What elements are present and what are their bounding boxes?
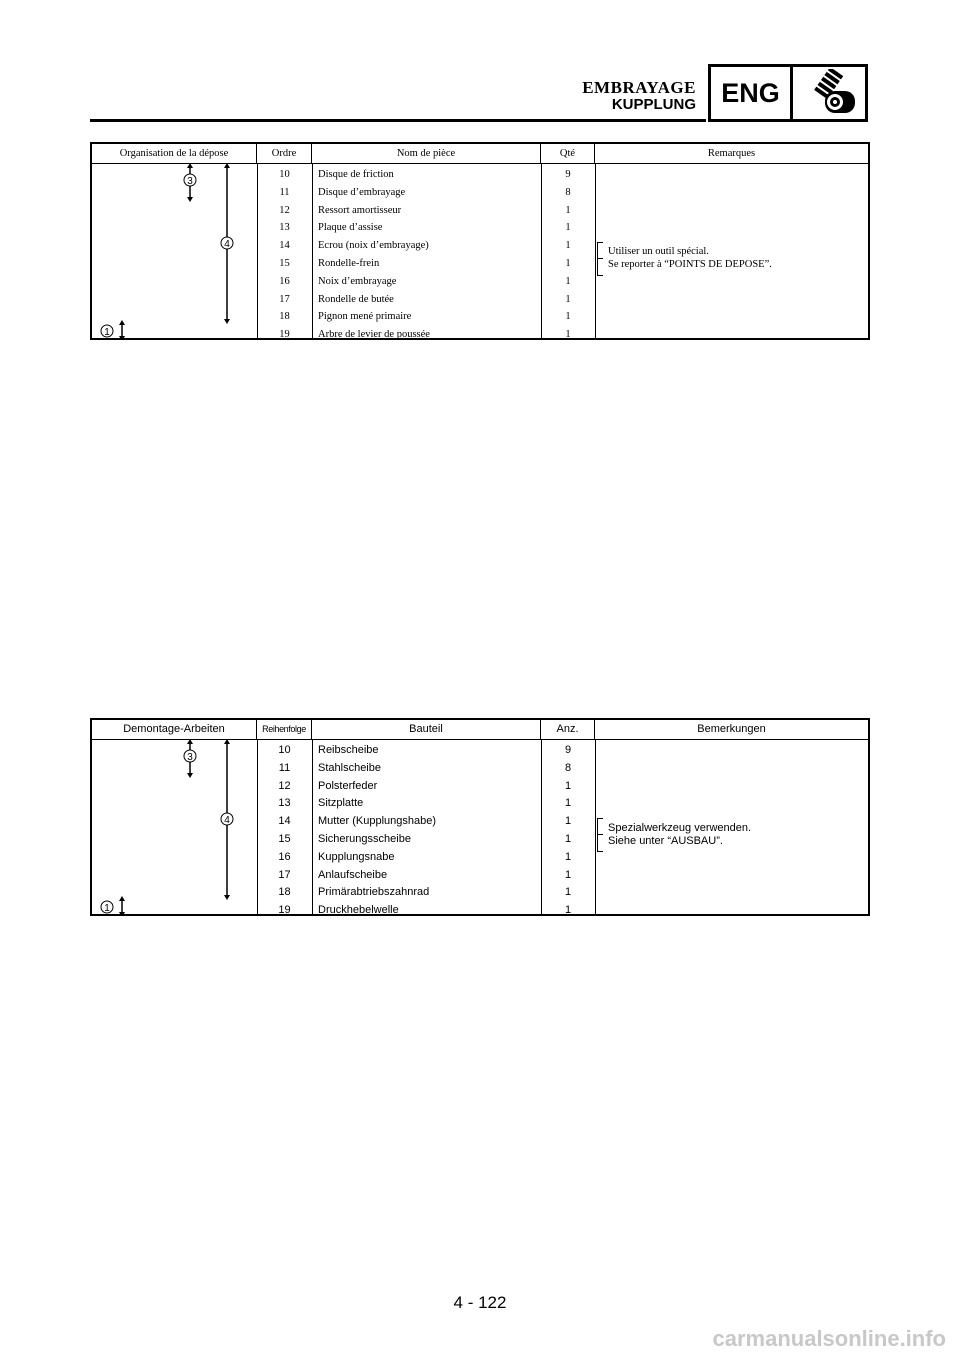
col-header-order: Reihenfolge — [257, 720, 312, 739]
table-row — [92, 813, 868, 831]
parts-table-de — [90, 718, 870, 916]
qty-cell: 1 — [564, 868, 572, 881]
qty-cell: 1 — [565, 329, 571, 341]
table-row — [92, 831, 868, 849]
order-cell: 10 — [279, 169, 290, 180]
eng-section-badge — [708, 64, 868, 122]
remark-text — [608, 822, 751, 848]
order-cell: 17 — [279, 293, 290, 305]
part-name-cell: Rondelle-frein — [318, 257, 380, 269]
order-cell: 15 — [279, 257, 290, 269]
qty-cell: 9 — [565, 169, 571, 180]
order-cell: 19 — [279, 329, 290, 341]
col-header-qty: Anz. — [541, 720, 595, 739]
header-rule — [90, 119, 706, 122]
qty-cell: 1 — [564, 815, 572, 828]
col-header-remarks: Bemerkungen — [697, 723, 766, 735]
qty-cell: 1 — [564, 832, 572, 845]
section-title-fr: EMBRAYAGE — [582, 78, 696, 97]
step-marker-3: 3 — [187, 176, 193, 187]
table-row — [92, 760, 868, 778]
order-cell: 11 — [278, 761, 291, 774]
table-row — [92, 166, 868, 184]
part-name-cell: Plaque d’assise — [318, 222, 383, 234]
order-cell: 15 — [278, 832, 291, 845]
remark-bracket-tick — [597, 258, 603, 259]
qty-cell: 1 — [564, 850, 572, 863]
part-name-cell: Disque de friction — [318, 169, 394, 180]
remark-bracket-tick — [597, 834, 603, 835]
order-cell: 12 — [278, 779, 291, 792]
table-row — [92, 742, 868, 760]
part-name-cell: Sitzplatte — [318, 797, 364, 810]
part-name-cell: Polsterfeder — [318, 779, 378, 792]
table-header — [92, 144, 868, 164]
qty-cell: 1 — [565, 240, 571, 252]
order-cell: 16 — [278, 850, 291, 863]
table-row — [92, 884, 868, 902]
table-row — [92, 219, 868, 237]
remark-bracket — [597, 242, 603, 276]
col-header-organisation: Organisation de la dépose — [92, 144, 257, 163]
qty-cell: 1 — [565, 257, 571, 269]
col-header-remarks: Remarques — [707, 148, 756, 159]
part-name-cell: Druckhebelwelle — [318, 904, 399, 917]
parts-table-fr — [90, 142, 870, 340]
order-cell: 12 — [279, 204, 290, 216]
eng-label: ENG — [711, 67, 793, 119]
part-name-cell: Disque d’embrayage — [318, 186, 406, 198]
remark-line-2: Se reporter à “POINTS DE DEPOSE”. — [608, 259, 772, 270]
table-row — [92, 849, 868, 867]
part-name-cell: Rondelle de butée — [318, 293, 394, 305]
qty-cell: 1 — [565, 275, 571, 287]
table-row — [92, 273, 868, 291]
table-row — [92, 778, 868, 796]
qty-cell: 1 — [564, 779, 572, 792]
remark-line-1: Spezialwerkzeug verwenden. — [608, 822, 752, 834]
qty-cell: 1 — [565, 222, 571, 234]
order-cell: 10 — [278, 744, 291, 756]
part-name-cell: Ressort amortisseur — [318, 204, 402, 216]
part-name-cell: Kupplungsnabe — [318, 850, 395, 863]
order-cell: 13 — [279, 222, 290, 234]
col-header-qty: Qté — [541, 144, 595, 163]
part-name-cell: Pignon mené primaire — [318, 311, 412, 323]
part-name-cell: Primärabtriebszahnrad — [318, 886, 430, 899]
part-name-cell: Stahlscheibe — [318, 761, 381, 774]
step-marker-1: 1 — [104, 903, 110, 914]
order-cell: 16 — [279, 275, 290, 287]
watermark: carmanualsonline.info — [712, 1326, 946, 1351]
remark-bracket — [597, 818, 603, 852]
part-name-cell: Arbre de levier de poussée — [318, 329, 430, 341]
part-name-cell: Noix d’embrayage — [318, 275, 397, 287]
part-name-cell: Mutter (Kupplungshabe) — [318, 815, 437, 828]
page-header — [0, 0, 960, 130]
order-cell: 18 — [279, 311, 290, 323]
part-name-cell: Anlaufscheibe — [318, 868, 388, 881]
part-name-cell: Sicherungsscheibe — [318, 832, 411, 845]
qty-cell: 1 — [565, 293, 571, 305]
qty-cell: 8 — [565, 186, 571, 198]
col-header-order: Ordre — [257, 144, 312, 163]
col-header-part-name: Nom de pièce — [312, 144, 541, 163]
table-row — [92, 184, 868, 202]
order-cell: 13 — [278, 797, 291, 810]
remark-text — [608, 245, 772, 271]
qty-cell: 1 — [564, 886, 572, 899]
col-header-organisation: Demontage-Arbeiten — [92, 720, 257, 739]
table-body — [92, 742, 868, 920]
part-name-cell: Ecrou (noix d’embrayage) — [318, 240, 429, 252]
step-marker-3: 3 — [187, 752, 193, 763]
qty-cell: 1 — [564, 797, 572, 810]
table-row — [92, 308, 868, 326]
engine-piston-icon — [793, 67, 865, 119]
qty-cell: 1 — [564, 904, 572, 917]
step-marker-1: 1 — [104, 327, 110, 338]
part-name-cell: Reibscheibe — [318, 744, 379, 756]
section-title-de: KUPPLUNG — [611, 96, 696, 113]
qty-cell: 1 — [565, 311, 571, 323]
step-marker-4: 4 — [224, 239, 230, 250]
table-row — [92, 902, 868, 920]
order-cell: 14 — [278, 815, 291, 828]
table-header — [92, 720, 868, 740]
table-row — [92, 795, 868, 813]
order-cell: 14 — [279, 240, 290, 252]
page-number: 4 - 122 — [453, 1293, 507, 1312]
col-header-part-name: Bauteil — [312, 720, 541, 739]
remark-line-1: Utiliser un outil spécial. — [608, 246, 709, 257]
order-cell: 19 — [278, 904, 291, 917]
order-cell: 18 — [278, 886, 291, 899]
table-row — [92, 867, 868, 885]
order-cell: 11 — [279, 186, 290, 198]
table-row — [92, 291, 868, 309]
remark-line-2: Siehe unter “AUSBAU”. — [608, 835, 723, 847]
table-row — [92, 202, 868, 220]
qty-cell: 1 — [565, 204, 571, 216]
table-row — [92, 326, 868, 344]
order-cell: 17 — [278, 868, 291, 881]
qty-cell: 9 — [564, 744, 572, 756]
qty-cell: 8 — [564, 761, 572, 774]
step-marker-4: 4 — [224, 815, 230, 826]
